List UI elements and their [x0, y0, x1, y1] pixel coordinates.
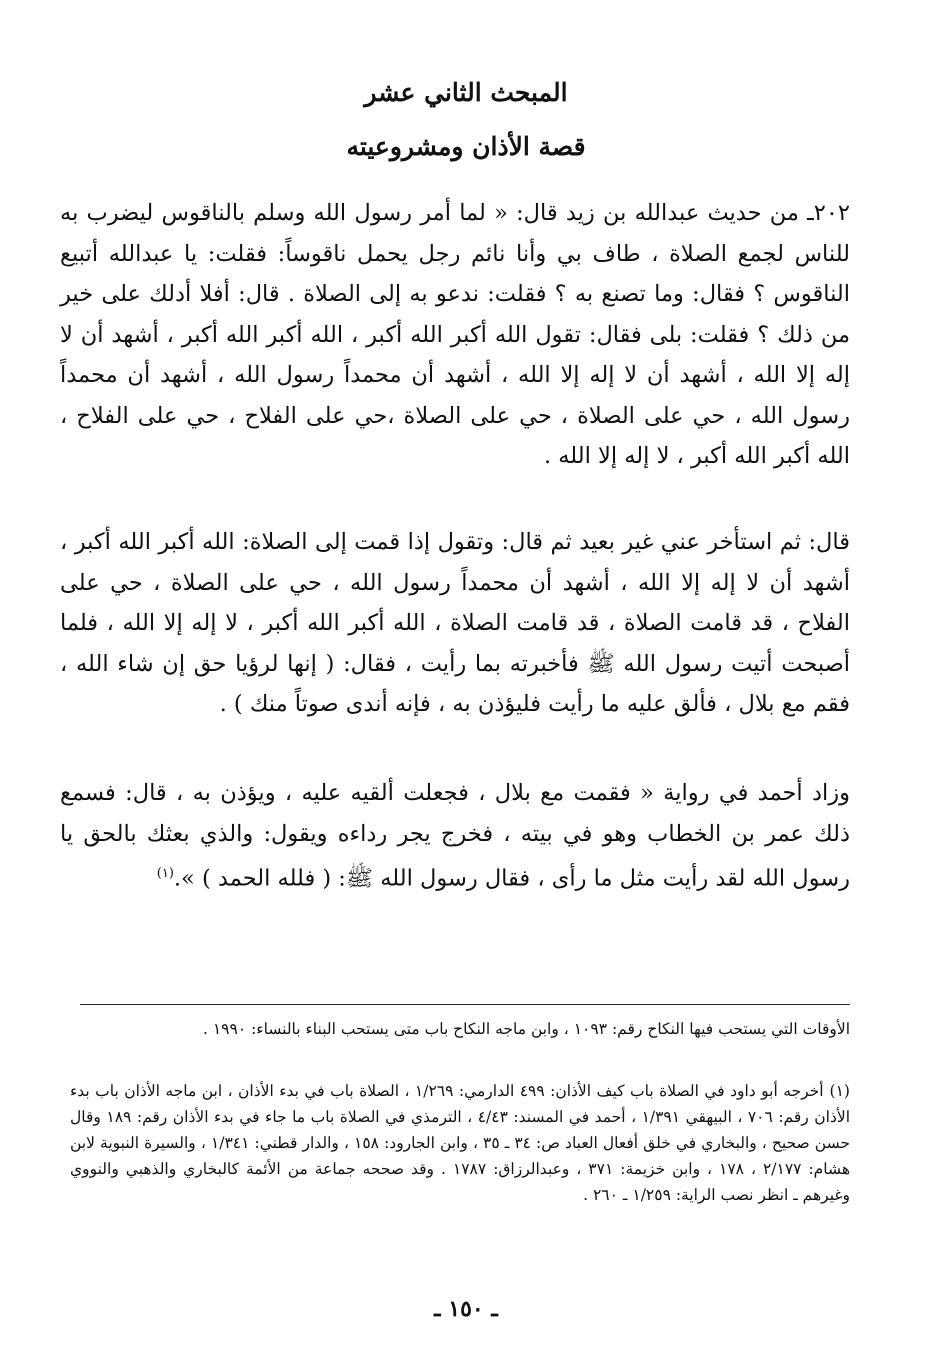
footnote-1: [70, 1078, 850, 1208]
paragraph-ahmad-text: وزاد أحمد في رواية « فقمت مع بلال ، فجعلت ألقيه عليه ، ويؤذن به ، قال: فسمع ذلك عمر بن الخطاب وهو في بيته ، فخرج يجر رداءه ويقول: والذي بعثك بالحق يا رسول الله لقد رأيت مثل ما رأى ، فقال رسول الله ﷺ: ( فلله الحمد ) ».: [60, 780, 850, 892]
footnote-divider: [80, 1004, 850, 1005]
paragraph-hadith-202: ٢٠٢ـ من حديث عبدالله بن زيد قال: « لما أمر رسول الله وسلم بالناقوس ليضرب به للناس لجمع الصلاة ، طاف بي وأنا نائم رجل يحمل ناقوساً: فقلت: يا عبدالله أتبيع الناقوس ؟ فقال: وما تصنع به ؟ فقلت: ندعو به إلى الصلاة . قال: أفلا أدلك على خير من ذلك ؟ فقلت: بلى فقال: تقول الله أكبر الله أكبر ، الله أكبر الله أكبر ، أشهد أن لا إله إلا الله ، أشهد أن لا إله إلا الله ، أشهد أن محمداً رسول الله ، أشهد أن محمداً رسول الله ، حي على الصلاة ، حي على الصلاة ،حي على الفلاح ، حي على الفلاح ، الله أكبر الله أكبر ، لا إله إلا الله .: [60, 200, 850, 469]
footnote-continuation: الأوقات التي يستحب فيها النكاح رقم: ١٠٩٣ ، وابن ماجه النكاح باب متى يستحب البناء بالنساء: ١٩٩٠ .: [202, 1020, 850, 1038]
paragraph-ahmad-addition: [60, 773, 850, 899]
chapter-title: المبحث الثاني عشر: [364, 78, 568, 107]
footnote-1-marker: (١): [829, 1082, 850, 1100]
footnote-reference: (١): [156, 866, 174, 881]
page-number: ـ ١٥٠ ـ: [434, 1296, 498, 1322]
section-title: قصة الأذان ومشروعيته: [346, 132, 586, 161]
footnote-1-text: أخرجه أبو داود في الصلاة باب كيف الأذان: ٤٩٩ الدارمي: ١/٢٦٩ ، الصلاة باب في بدء الأذان ، ابن ماجه الأذان باب بدء الأذان رقم: ٧٠٦ ، البيهقي ١/٣٩١ ، أحمد في المسند: ٤/٤٣ ، الترمذي في الصلاة باب ما جاء في بدء الأذان رقم: ١٨٩ وقال حسن صحيح ، والبخاري في خلق أفعال العباد ص: ٣٤ ـ ٣٥ ، وابن الجارود: ١٥٨ ، والدار قطني: ١/٣٤١ ، والسيرة النبوية لابن هشام: ٢/١٧٧ ، ١٧٨ ، وابن خزيمة: ٣٧١ ، وعبدالرزاق: ١٧٨٧ . وقد صححه جماعة من الأئمة كالبخاري والذهبي والنووي وغيرهم ـ انظر نصب الراية: ١/٢٥٩ ـ ٢٦٠ .: [70, 1082, 850, 1204]
paragraph-iqama: قال: ثم استأخر عني غير بعيد ثم قال: وتقول إذا قمت إلى الصلاة: الله أكبر الله أكبر ، أشهد أن لا إله إلا الله ، أشهد أن محمداً رسول الله ، حي على الصلاة ، حي على الفلاح ، قد قامت الصلاة ، قد قامت الصلاة ، الله أكبر الله أكبر ، لا إله إلا الله ، فلما أصبحت أتيت رسول الله ﷺ فأخبرته بما رأيت ، فقال: ( إنها لرؤيا حق إن شاء الله ، فقم مع بلال ، فألق عليه ما رأيت فليؤذن به ، فإنه أندى صوتاً منك ) .: [60, 529, 850, 717]
